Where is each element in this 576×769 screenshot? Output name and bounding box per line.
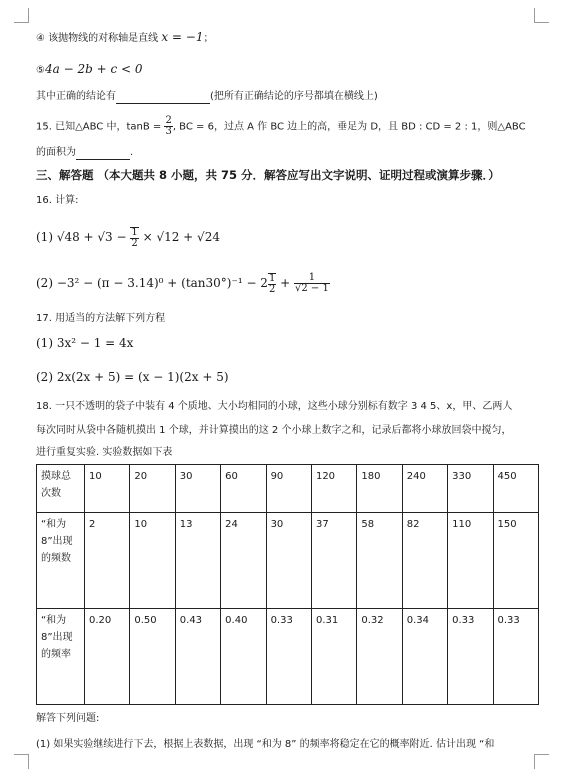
table-cell: 110	[448, 513, 493, 609]
page-corner-mark-top-right	[534, 8, 549, 23]
table-cell: 82	[402, 513, 447, 609]
q16-part1-text-b: × √12 + √24	[138, 230, 220, 244]
table-cell: 58	[357, 513, 402, 609]
q16-part2-fraction-2-numerator: 1	[294, 273, 330, 284]
table-row-frequency-rate	[37, 609, 539, 705]
table-cell: 30	[266, 513, 311, 609]
q14-item5-formula: 4a − 2b + c < 0	[44, 62, 143, 76]
q16-part2-text-a: (2) −3² − (π − 3.14)⁰ + (tan30°)⁻¹ − 2	[36, 276, 268, 290]
table-cell: 0.33	[266, 609, 311, 705]
table-cell: 0.33	[493, 609, 538, 705]
table-row-header: “和为8”出现的频率	[37, 609, 85, 705]
table-cell: 0.32	[357, 609, 402, 705]
table-cell: 450	[493, 465, 538, 513]
q15-text-a: 15. 已知△ABC 中，tanB =	[36, 121, 162, 133]
table-cell: 2	[85, 513, 130, 609]
q16-part2	[36, 272, 542, 295]
q14-item4	[36, 30, 542, 46]
table-cell: 10	[85, 465, 130, 513]
table-cell: 90	[266, 465, 311, 513]
table-cell: 330	[448, 465, 493, 513]
q14-answer-blank[interactable]	[116, 92, 210, 104]
table-cell: 0.34	[402, 609, 447, 705]
q15-text-b: , BC = 6，过点 A 作 BC 边上的高，垂足为 D，且 BD : CD = 2 : 1，则△ABC	[172, 121, 526, 133]
page-corner-mark-bottom-left	[14, 754, 29, 769]
table-row-header: 摸球总次数	[37, 465, 85, 513]
table-cell: 0.43	[175, 609, 220, 705]
table-cell: 10	[130, 513, 175, 609]
q14-item4-text: ④ 该抛物线的对称轴是直线	[36, 33, 159, 44]
q16-title: 16. 计算:	[36, 195, 79, 206]
table-cell: 60	[221, 465, 266, 513]
table-cell: 0.20	[85, 609, 130, 705]
q16-part2-text-b: +	[276, 276, 295, 290]
table-cell: 180	[357, 465, 402, 513]
table-row-frequency-count	[37, 513, 539, 609]
q16-part2-fraction-2	[294, 273, 330, 294]
table-row-total-draws	[37, 465, 539, 513]
q14-item4-formula: x = −1	[161, 30, 204, 44]
table-cell: 20	[130, 465, 175, 513]
q18-subquestions-intro: 解答下列问题:	[36, 713, 100, 724]
q16-part1-fraction	[130, 227, 138, 249]
q18-subquestion-1: (1) 如果实验继续进行下去，根据上表数据，出现 “和为 8” 的频率将稳定在它的概率附近. 估计出现 “和	[36, 739, 495, 750]
section-3-heading: 三、解答题 （本大题共 8 小题，共 75 分．解答应写出文字说明、证明过程或演算步骤．）	[36, 168, 500, 182]
q15-line	[36, 116, 542, 139]
q14-item5	[36, 62, 542, 78]
q15-fraction-denominator: 3	[165, 126, 172, 137]
q18-data-table	[36, 464, 539, 705]
q14-item5-number: ⑤	[36, 65, 45, 76]
table-cell: 120	[311, 465, 356, 513]
table-cell: 0.40	[221, 609, 266, 705]
q15-fraction	[164, 116, 172, 137]
table-cell: 24	[221, 513, 266, 609]
q18-text-line-1: 18. 一只不透明的袋子中装有 4 个质地、大小均相同的小球，这些小球分别标有数字 3 4 5、x，甲、乙两人	[36, 401, 513, 412]
table-cell: 30	[175, 465, 220, 513]
table-cell: 0.50	[130, 609, 175, 705]
q15-answer-prompt: 的面积为	[36, 147, 76, 158]
table-cell: 150	[493, 513, 538, 609]
table-cell: 0.33	[448, 609, 493, 705]
q14-answer-hint: (把所有正确结论的序号都填在横线上)	[210, 91, 378, 102]
q14-answer-line	[36, 90, 542, 104]
q16-part1-fraction-denominator: 2	[131, 237, 138, 249]
table-row-header: “和为8”出现的频数	[37, 513, 85, 609]
q18-text-line-3: 进行重复实验. 实验数据如下表	[36, 447, 173, 458]
page-corner-mark-bottom-right	[534, 754, 549, 769]
q14-answer-prompt: 其中正确的结论有	[36, 91, 116, 102]
table-cell: 37	[311, 513, 356, 609]
q15-fraction-numerator: 2	[165, 115, 172, 126]
q15-answer-line	[36, 146, 542, 160]
q16-part2-fraction-2-denominator: √2 − 1	[295, 283, 329, 294]
q16-part1	[36, 226, 542, 249]
table-cell: 13	[175, 513, 220, 609]
page-corner-mark-top-left	[14, 8, 29, 23]
q17-part2: (2) 2x(2x + 5) = (x − 1)(2x + 5)	[36, 370, 229, 384]
q15-answer-blank[interactable]	[76, 148, 130, 160]
table-cell: 0.31	[311, 609, 356, 705]
q17-title: 17. 用适当的方法解下列方程	[36, 313, 166, 324]
q16-part2-fraction-1-numerator: 1	[268, 272, 276, 284]
q14-item4-end: ；	[203, 33, 214, 44]
q15-answer-end: .	[130, 147, 134, 158]
q16-part1-text-a: (1) √48 + √3 −	[36, 230, 131, 244]
q16-part2-fraction-1-denominator: 2	[268, 283, 276, 295]
q17-part1: (1) 3x² − 1 = 4x	[36, 336, 134, 350]
q16-part1-fraction-numerator: 1	[131, 226, 138, 238]
table-cell: 240	[402, 465, 447, 513]
q18-text-line-2: 每次同时从袋中各随机摸出 1 个球，并计算摸出的这 2 个小球上数字之和，记录后都将小球放回袋中搅匀，	[36, 425, 512, 436]
